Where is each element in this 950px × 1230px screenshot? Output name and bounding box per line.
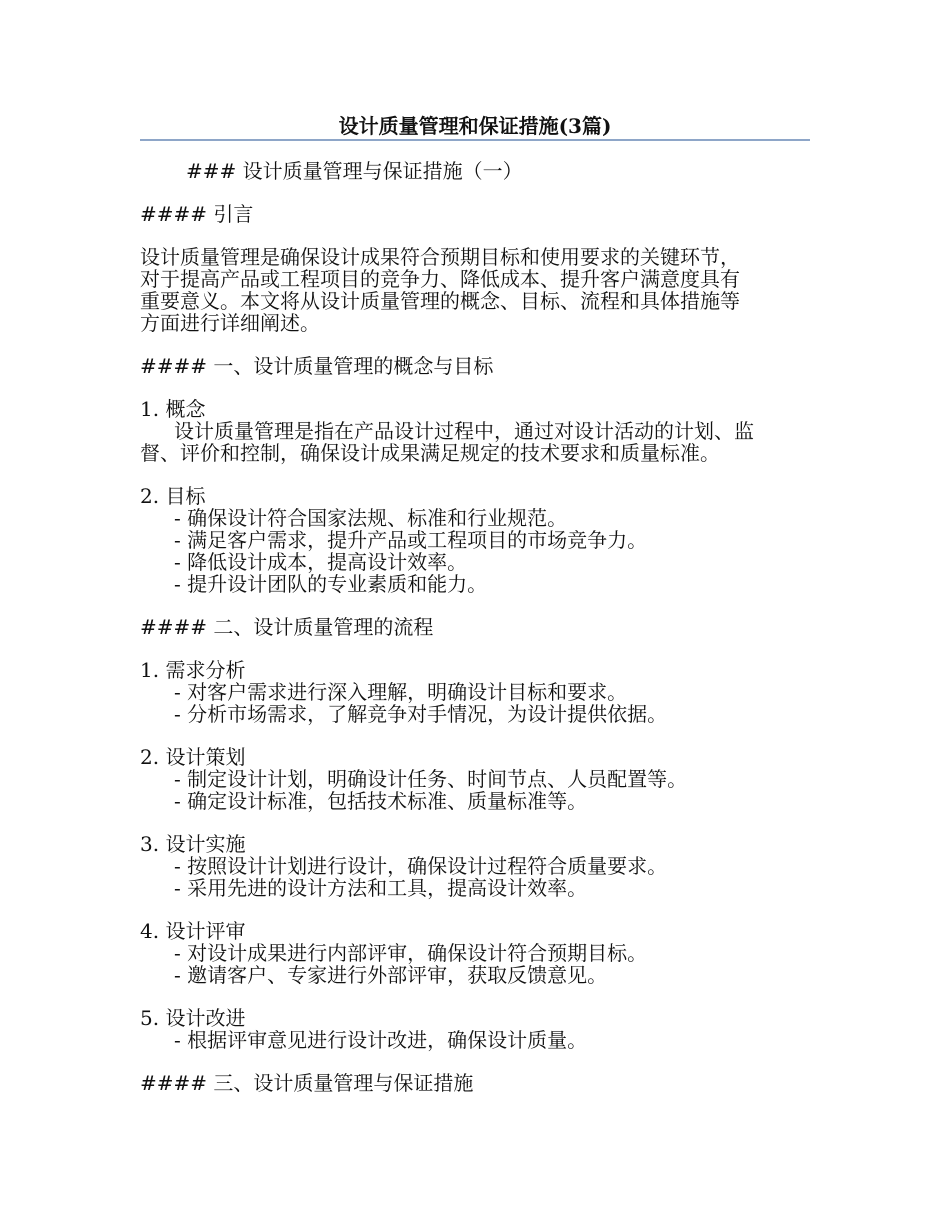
intro-line: 设计质量管理是确保设计成果符合预期目标和使用要求的关键环节， — [140, 245, 740, 269]
step-title: 5. 设计改进 — [140, 1006, 246, 1030]
section1-heading: #### 一、设计质量管理的概念与目标 — [140, 354, 494, 378]
step-title: 2. 设计策划 — [140, 745, 246, 769]
step-item: - 对客户需求进行深入理解，明确设计目标和要求。 — [174, 680, 628, 704]
goal-item: - 确保设计符合国家法规、标准和行业规范。 — [174, 506, 568, 530]
step-item: - 确定设计标准，包括技术标准、质量标准等。 — [174, 789, 588, 813]
step-item: - 分析市场需求，了解竞争对手情况，为设计提供依据。 — [174, 702, 668, 726]
document-body — [140, 160, 805, 1094]
step-item: - 对设计成果进行内部评审，确保设计符合预期目标。 — [174, 941, 648, 965]
intro-line: 方面进行详细阐述。 — [140, 311, 320, 335]
concept-line: 督、评价和控制，确保设计成果满足规定的技术要求和质量标准。 — [140, 441, 720, 465]
goal-item: - 降低设计成本，提高设计效率。 — [174, 550, 468, 574]
step-item: - 根据评审意见进行设计改进，确保设计质量。 — [174, 1028, 588, 1052]
step-title: 4. 设计评审 — [140, 919, 246, 943]
step-item: - 按照设计计划进行设计，确保设计过程符合质量要求。 — [174, 854, 668, 878]
document-title: 设计质量管理和保证措施(3篇) — [338, 114, 612, 138]
section2-heading: #### 二、设计质量管理的流程 — [140, 615, 434, 639]
step-title: 1. 需求分析 — [140, 658, 246, 682]
step-title: 3. 设计实施 — [140, 832, 246, 856]
title-underline — [140, 139, 810, 141]
intro-heading: #### 引言 — [140, 202, 254, 226]
step-item: - 邀请客户、专家进行外部评审，获取反馈意见。 — [174, 963, 608, 987]
step-item: - 采用先进的设计方法和工具，提高设计效率。 — [174, 876, 588, 900]
intro-line: 重要意义。本文将从设计质量管理的概念、目标、流程和具体措施等 — [140, 289, 740, 313]
section3-heading: #### 三、设计质量管理与保证措施 — [140, 1071, 474, 1095]
goal-item: - 满足客户需求，提升产品或工程项目的市场竞争力。 — [174, 528, 648, 552]
goal-item: - 提升设计团队的专业素质和能力。 — [174, 572, 488, 596]
concept-title: 1. 概念 — [140, 397, 206, 421]
intro-line: 对于提高产品或工程项目的竞争力、降低成本、提升客户满意度具有 — [140, 267, 740, 291]
part-heading: ### 设计质量管理与保证措施（一） — [186, 159, 523, 183]
concept-line: 设计质量管理是指在产品设计过程中，通过对设计活动的计划、监 — [174, 419, 754, 443]
step-item: - 制定设计计划，明确设计任务、时间节点、人员配置等。 — [174, 767, 688, 791]
goal-title: 2. 目标 — [140, 484, 206, 508]
